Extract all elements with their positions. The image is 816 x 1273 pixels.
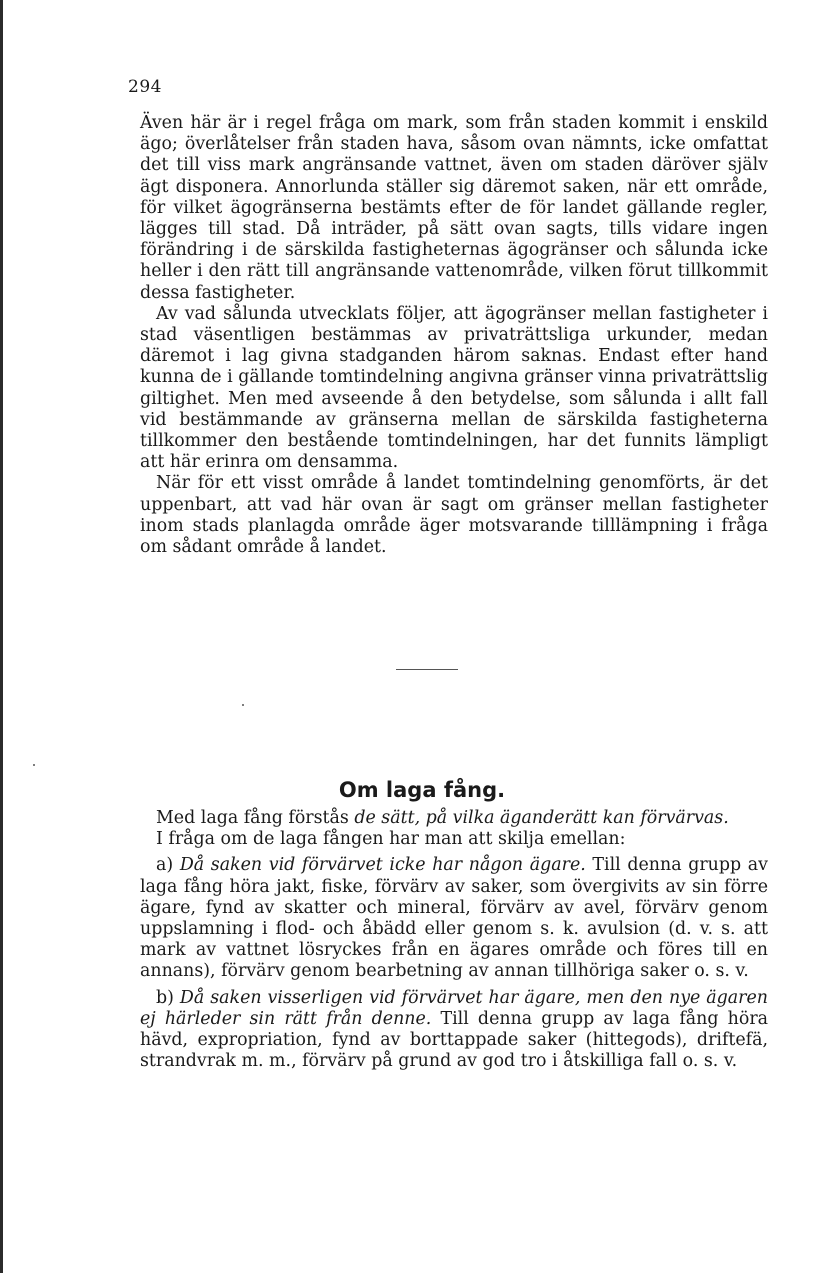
definition-paragraph xyxy=(140,808,768,829)
item-b-text: Till denna grupp av laga fång höra hävd, expropriation, fynd av borttappade saker (hittegods), driftefä, strandvrak m. m., förvärv på grund av god tro i åtskilliga fall o. s. v. xyxy=(140,1008,768,1072)
page-number: 294 xyxy=(128,77,162,97)
print-speck xyxy=(33,764,35,766)
print-speck xyxy=(242,704,244,706)
body-text-section xyxy=(140,808,768,1072)
page-edge xyxy=(0,0,3,1273)
item-a-heading: Då saken vid förvärvet icke har någon ägare. xyxy=(179,855,586,876)
item-b-label: b) xyxy=(156,987,180,1008)
section-heading: Om laga fång. xyxy=(338,778,506,803)
paragraph: Av vad sålunda utvecklats följer, att ägogränser mellan fastigheter i stad väsentligen bestämmas av privaträttsliga urkunder, medan däremot i lag givna stadganden härom saknas. Endast efter hand kunna de i gällande tomtindelning angivna gränser vinna privaträttslig giltighet. Men med avseende å den betydelse, som sålunda i allt fall vid bestämmande av gränserna mellan de särskilda fastigheterna tillkommer den bestående tomtindelningen, har det funnits lämpligt att här erinra om densamma. xyxy=(140,303,768,473)
paragraph: Även här är i regel fråga om mark, som från staden kommit i enskild ägo; överlåtelser från staden hava, såsom ovan nämnts, icke omfattat det till viss mark angränsande vattnet, även om staden däröver själv ägt disponera. Annorlunda ställer sig däremot saken, när ett område, för vilket ägogränserna bestämts efter de för landet gällande regler, lägges till stad. Då inträder, på sätt ovan sagts, tills vidare ingen förändring i de särskilda fastigheternas ägogränser och sålunda icke heller i den rätt till angränsande vattenområde, vilken förut tillkommit dessa fastigheter. xyxy=(140,113,768,303)
item-a-text: Till denna grupp av laga fång höra jakt, fiske, förvärv av saker, som övergivits av sin förre ägare, fynd av skatter och mineral, förvärv av avel, förvärv genom uppslamning i flod- och åbädd eller genom s. k. avulsion (d. v. s. att mark av vattnet lösryckes från en ägares område och föres till en annans), förvärv genom bearbetning av annan tillhöriga saker o. s. v. xyxy=(140,855,768,982)
item-a-label: a) xyxy=(156,855,180,876)
body-text-top xyxy=(140,113,768,558)
list-item-a xyxy=(140,855,768,982)
item-b-heading: Då saken visserligen vid förvärvet har ägare, men den nye ägaren ej härleder sin rätt från denne. xyxy=(140,987,768,1029)
list-item-b xyxy=(140,988,768,1073)
definition-text: Med laga fång förstås xyxy=(156,808,355,828)
definition-italic: de sätt, på vilka äganderätt kan förvärvas. xyxy=(354,808,729,828)
intro-paragraph: I fråga om de laga fången har man att skilja emellan: xyxy=(156,829,626,850)
paragraph: När för ett visst område å landet tomtindelning genomförts, är det uppenbart, att vad här ovan är sagt om gränser mellan fastigheter inom stads planlagda område äger motsvarande tilllämpning i fråga om sådant område å landet. xyxy=(140,473,768,558)
section-divider xyxy=(396,669,458,670)
